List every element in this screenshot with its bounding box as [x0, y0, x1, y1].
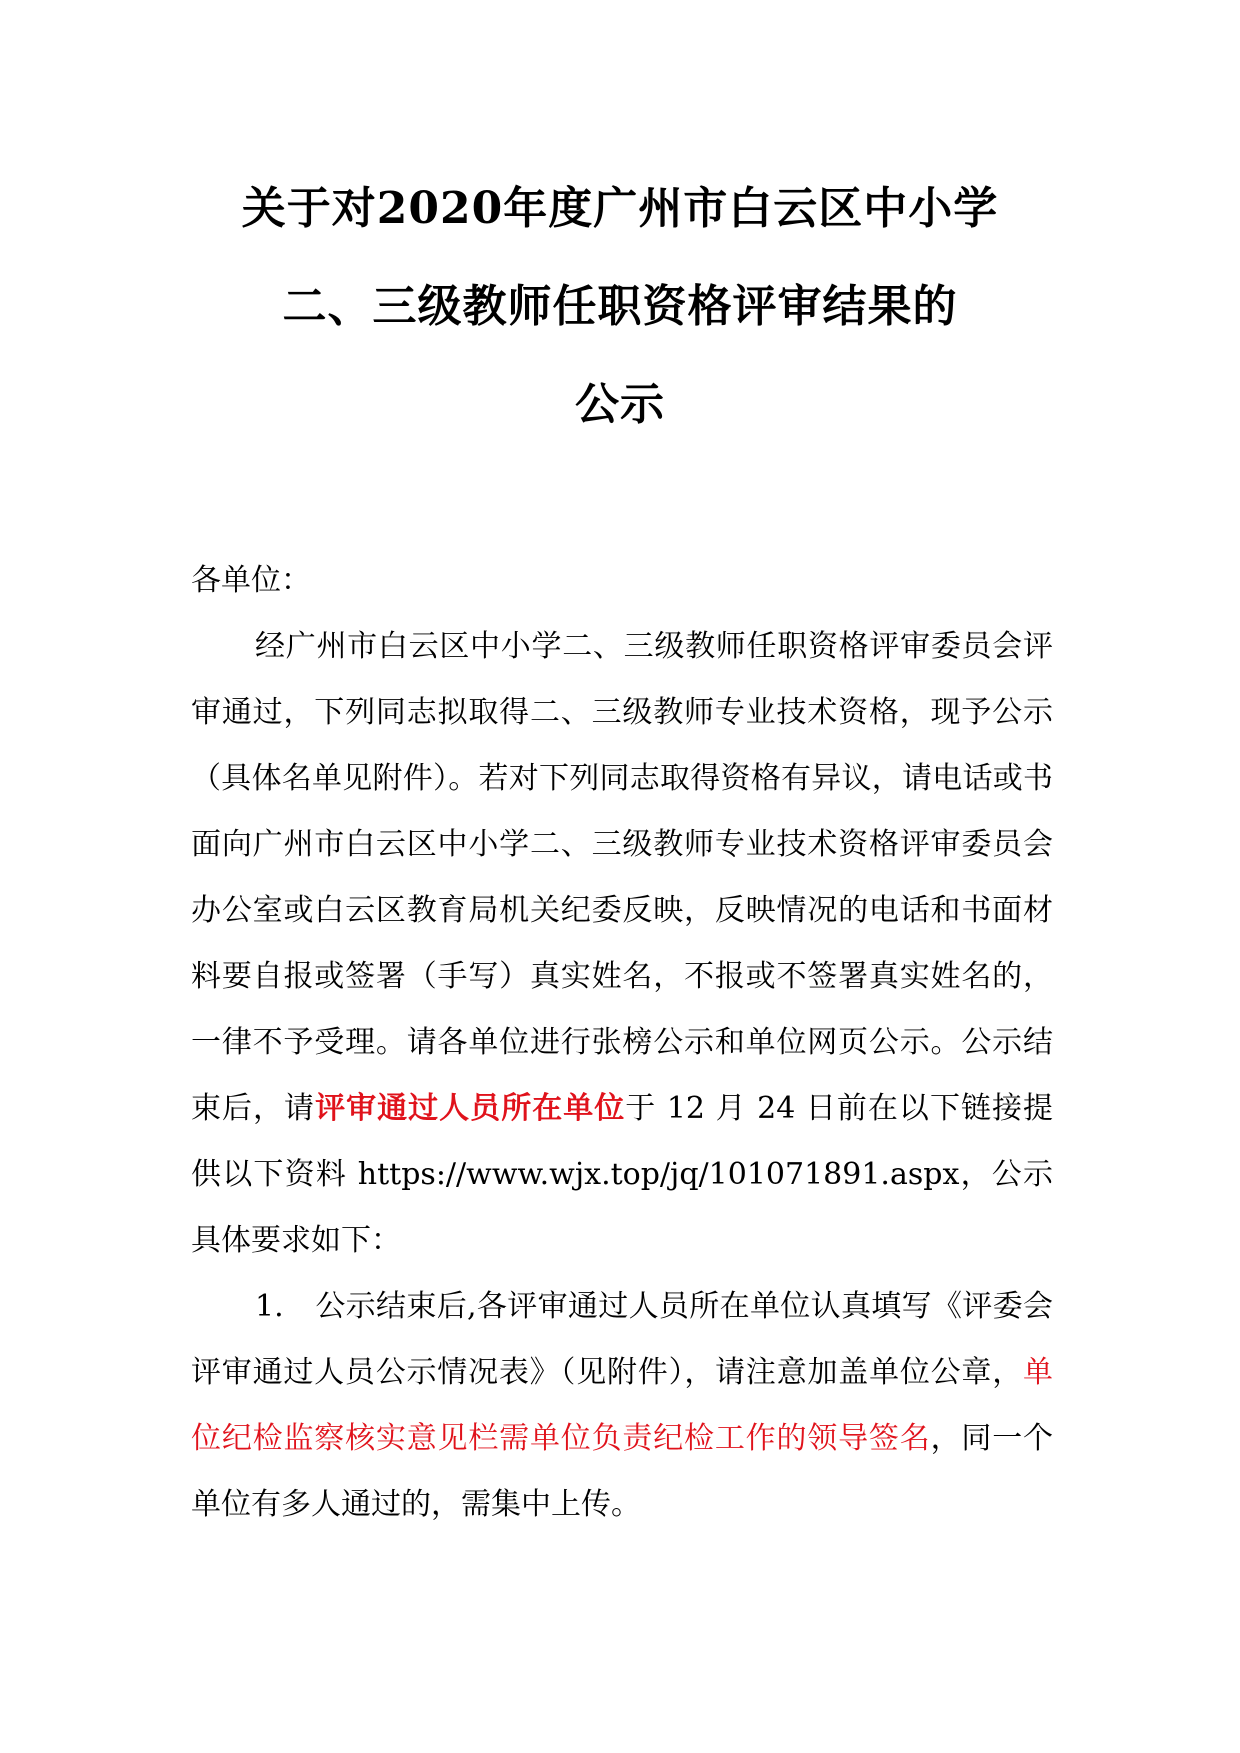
paragraph-text-link: 于 12 月 24 日前在以下链接提供以下资料 https://www.wjx.top/jq/101071891.aspx，公示具体要求如下： [191, 1091, 1053, 1258]
paragraph-main [191, 614, 1053, 1274]
title-line-2: 二、三级教师任职资格评审结果的 [282, 281, 958, 332]
list-item-text: 公示结束后,各评审通过人员所在单位认真填写《评委会评审通过人员公示情况表》（见附件），请注意加盖单位公章， [191, 1289, 1053, 1390]
notice-body [191, 614, 1053, 1538]
highlight-signature: 单位纪检监察核实意见栏需单位负责纪检工作的领导签名 [191, 1355, 1053, 1456]
list-item-number: 1. [255, 1289, 284, 1324]
highlight-units: 评审通过人员所在单位 [315, 1091, 626, 1126]
list-item-text-end: ，同一个单位有多人通过的，需集中上传。 [191, 1421, 1054, 1522]
salutation: 各单位： [191, 563, 311, 598]
paragraph-text: 经广州市白云区中小学二、三级教师任职资格评审委员会评审通过，下列同志拟取得二、三级教师专业技术资格，现予公示（具体名单见附件）。若对下列同志取得资格有异议，请电话或书面向广州市白云区中小学二、三级教师专业技术资格评审委员会办公室或白云区教育局机关纪委反映，反映情况的电话和书面材料要自报或签署（手写）真实姓名，不报或不签署真实姓名的，一律不予受理。请各单位进行张榜公示和单位网页公示。公示结束后，请 [191, 629, 1053, 1126]
title-line-3: 公示 [575, 379, 665, 430]
title-line-1: 关于对2020年度广州市白云区中小学 [241, 183, 999, 234]
list-item-1 [191, 1274, 1053, 1538]
